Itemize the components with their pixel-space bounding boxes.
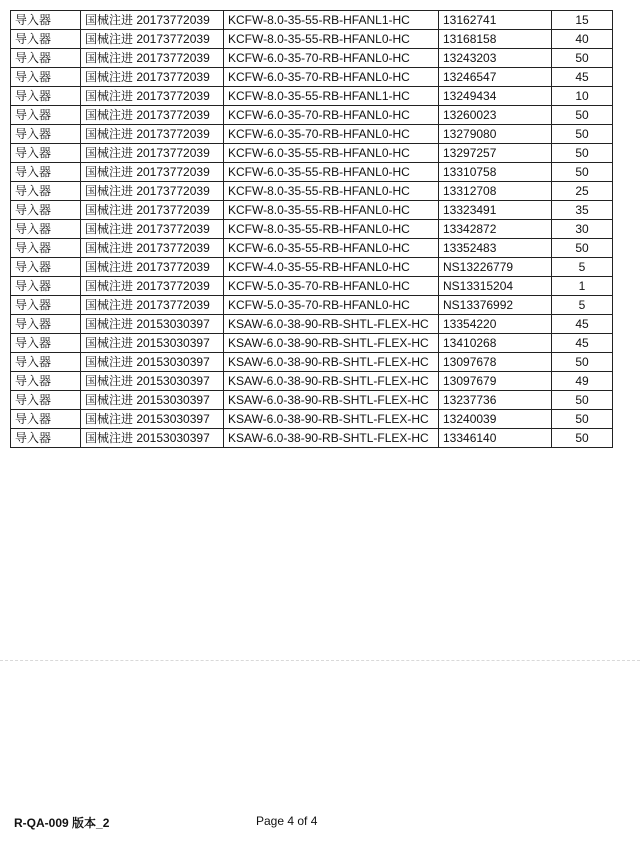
lot-number-cell: 13243203 bbox=[439, 49, 552, 68]
lot-number-cell: 13342872 bbox=[439, 220, 552, 239]
product-name-cell: 导入器 bbox=[11, 30, 81, 49]
table-row bbox=[11, 182, 613, 201]
table-row bbox=[11, 296, 613, 315]
registration-number-cell: 国械注进 20173772039 bbox=[81, 201, 224, 220]
model-number-cell: KCFW-6.0-35-70-RB-HFANL0-HC bbox=[224, 49, 439, 68]
quantity-cell: 50 bbox=[552, 49, 613, 68]
model-number-cell: KCFW-6.0-35-55-RB-HFANL0-HC bbox=[224, 239, 439, 258]
model-number-cell: KCFW-8.0-35-55-RB-HFANL1-HC bbox=[224, 11, 439, 30]
product-name-cell: 导入器 bbox=[11, 353, 81, 372]
model-number-cell: KCFW-8.0-35-55-RB-HFANL0-HC bbox=[224, 220, 439, 239]
product-name-cell: 导入器 bbox=[11, 315, 81, 334]
model-number-cell: KCFW-6.0-35-70-RB-HFANL0-HC bbox=[224, 68, 439, 87]
lot-number-cell: 13237736 bbox=[439, 391, 552, 410]
model-number-cell: KSAW-6.0-38-90-RB-SHTL-FLEX-HC bbox=[224, 429, 439, 448]
lot-number-cell: 13097679 bbox=[439, 372, 552, 391]
model-number-cell: KSAW-6.0-38-90-RB-SHTL-FLEX-HC bbox=[224, 353, 439, 372]
lot-number-cell: 13168158 bbox=[439, 30, 552, 49]
table-row bbox=[11, 87, 613, 106]
quantity-cell: 5 bbox=[552, 296, 613, 315]
quantity-cell: 1 bbox=[552, 277, 613, 296]
quantity-cell: 30 bbox=[552, 220, 613, 239]
registration-number-cell: 国械注进 20153030397 bbox=[81, 372, 224, 391]
table-row bbox=[11, 315, 613, 334]
model-number-cell: KCFW-5.0-35-70-RB-HFANL0-HC bbox=[224, 296, 439, 315]
lot-number-cell: 13352483 bbox=[439, 239, 552, 258]
model-number-cell: KSAW-6.0-38-90-RB-SHTL-FLEX-HC bbox=[224, 315, 439, 334]
lot-number-cell: 13410268 bbox=[439, 334, 552, 353]
registration-number-cell: 国械注进 20173772039 bbox=[81, 87, 224, 106]
product-name-cell: 导入器 bbox=[11, 49, 81, 68]
quantity-cell: 50 bbox=[552, 125, 613, 144]
document-code: R-QA-009 版本_2 bbox=[14, 816, 110, 830]
page-number: Page 4 of 4 bbox=[256, 814, 318, 828]
registration-number-cell: 国械注进 20153030397 bbox=[81, 315, 224, 334]
lot-number-cell: 13260023 bbox=[439, 106, 552, 125]
lot-number-cell: 13240039 bbox=[439, 410, 552, 429]
quantity-cell: 45 bbox=[552, 334, 613, 353]
model-number-cell: KCFW-4.0-35-55-RB-HFANL0-HC bbox=[224, 258, 439, 277]
table-row bbox=[11, 125, 613, 144]
model-number-cell: KCFW-5.0-35-70-RB-HFANL0-HC bbox=[224, 277, 439, 296]
lot-number-cell: 13310758 bbox=[439, 163, 552, 182]
registration-number-cell: 国械注进 20173772039 bbox=[81, 125, 224, 144]
model-number-cell: KCFW-6.0-35-55-RB-HFANL0-HC bbox=[224, 163, 439, 182]
product-table bbox=[10, 10, 613, 448]
registration-number-cell: 国械注进 20173772039 bbox=[81, 49, 224, 68]
product-name-cell: 导入器 bbox=[11, 391, 81, 410]
product-name-cell: 导入器 bbox=[11, 239, 81, 258]
quantity-cell: 50 bbox=[552, 353, 613, 372]
product-name-cell: 导入器 bbox=[11, 182, 81, 201]
table-row bbox=[11, 30, 613, 49]
lot-number-cell: 13162741 bbox=[439, 11, 552, 30]
lot-number-cell: NS13315204 bbox=[439, 277, 552, 296]
product-name-cell: 导入器 bbox=[11, 125, 81, 144]
quantity-cell: 45 bbox=[552, 68, 613, 87]
product-name-cell: 导入器 bbox=[11, 296, 81, 315]
lot-number-cell: 13354220 bbox=[439, 315, 552, 334]
registration-number-cell: 国械注进 20173772039 bbox=[81, 220, 224, 239]
product-name-cell: 导入器 bbox=[11, 220, 81, 239]
table-row bbox=[11, 429, 613, 448]
table-row bbox=[11, 353, 613, 372]
model-number-cell: KCFW-6.0-35-70-RB-HFANL0-HC bbox=[224, 125, 439, 144]
model-number-cell: KCFW-8.0-35-55-RB-HFANL0-HC bbox=[224, 201, 439, 220]
lot-number-cell: NS13226779 bbox=[439, 258, 552, 277]
registration-number-cell: 国械注进 20173772039 bbox=[81, 144, 224, 163]
registration-number-cell: 国械注进 20153030397 bbox=[81, 410, 224, 429]
table-row bbox=[11, 372, 613, 391]
registration-number-cell: 国械注进 20173772039 bbox=[81, 163, 224, 182]
table-row bbox=[11, 258, 613, 277]
product-name-cell: 导入器 bbox=[11, 429, 81, 448]
lot-number-cell: 13246547 bbox=[439, 68, 552, 87]
registration-number-cell: 国械注进 20173772039 bbox=[81, 277, 224, 296]
registration-number-cell: 国械注进 20173772039 bbox=[81, 11, 224, 30]
product-table-body bbox=[11, 11, 613, 448]
table-row bbox=[11, 201, 613, 220]
table-row bbox=[11, 11, 613, 30]
lot-number-cell: 13323491 bbox=[439, 201, 552, 220]
quantity-cell: 49 bbox=[552, 372, 613, 391]
registration-number-cell: 国械注进 20153030397 bbox=[81, 353, 224, 372]
model-number-cell: KCFW-6.0-35-55-RB-HFANL0-HC bbox=[224, 144, 439, 163]
table-row bbox=[11, 220, 613, 239]
product-name-cell: 导入器 bbox=[11, 87, 81, 106]
registration-number-cell: 国械注进 20153030397 bbox=[81, 334, 224, 353]
quantity-cell: 50 bbox=[552, 144, 613, 163]
lot-number-cell: 13346140 bbox=[439, 429, 552, 448]
quantity-cell: 50 bbox=[552, 163, 613, 182]
quantity-cell: 35 bbox=[552, 201, 613, 220]
table-row bbox=[11, 277, 613, 296]
scan-divider-line bbox=[0, 660, 640, 661]
product-name-cell: 导入器 bbox=[11, 144, 81, 163]
table-row bbox=[11, 68, 613, 87]
quantity-cell: 5 bbox=[552, 258, 613, 277]
quantity-cell: 40 bbox=[552, 30, 613, 49]
quantity-cell: 50 bbox=[552, 391, 613, 410]
registration-number-cell: 国械注进 20173772039 bbox=[81, 106, 224, 125]
lot-number-cell: 13312708 bbox=[439, 182, 552, 201]
lot-number-cell: NS13376992 bbox=[439, 296, 552, 315]
model-number-cell: KSAW-6.0-38-90-RB-SHTL-FLEX-HC bbox=[224, 372, 439, 391]
lot-number-cell: 13297257 bbox=[439, 144, 552, 163]
table-row bbox=[11, 239, 613, 258]
quantity-cell: 50 bbox=[552, 106, 613, 125]
registration-number-cell: 国械注进 20153030397 bbox=[81, 429, 224, 448]
product-name-cell: 导入器 bbox=[11, 201, 81, 220]
model-number-cell: KCFW-8.0-35-55-RB-HFANL0-HC bbox=[224, 182, 439, 201]
product-name-cell: 导入器 bbox=[11, 11, 81, 30]
table-row bbox=[11, 391, 613, 410]
table-row bbox=[11, 334, 613, 353]
quantity-cell: 50 bbox=[552, 410, 613, 429]
model-number-cell: KSAW-6.0-38-90-RB-SHTL-FLEX-HC bbox=[224, 334, 439, 353]
model-number-cell: KSAW-6.0-38-90-RB-SHTL-FLEX-HC bbox=[224, 391, 439, 410]
quantity-cell: 10 bbox=[552, 87, 613, 106]
product-name-cell: 导入器 bbox=[11, 372, 81, 391]
registration-number-cell: 国械注进 20173772039 bbox=[81, 239, 224, 258]
table-row bbox=[11, 410, 613, 429]
product-name-cell: 导入器 bbox=[11, 106, 81, 125]
table-row bbox=[11, 144, 613, 163]
model-number-cell: KSAW-6.0-38-90-RB-SHTL-FLEX-HC bbox=[224, 410, 439, 429]
registration-number-cell: 国械注进 20173772039 bbox=[81, 68, 224, 87]
quantity-cell: 50 bbox=[552, 429, 613, 448]
quantity-cell: 50 bbox=[552, 239, 613, 258]
quantity-cell: 45 bbox=[552, 315, 613, 334]
model-number-cell: KCFW-6.0-35-70-RB-HFANL0-HC bbox=[224, 106, 439, 125]
registration-number-cell: 国械注进 20173772039 bbox=[81, 296, 224, 315]
quantity-cell: 15 bbox=[552, 11, 613, 30]
lot-number-cell: 13097678 bbox=[439, 353, 552, 372]
product-name-cell: 导入器 bbox=[11, 334, 81, 353]
lot-number-cell: 13249434 bbox=[439, 87, 552, 106]
product-name-cell: 导入器 bbox=[11, 277, 81, 296]
table-row bbox=[11, 106, 613, 125]
product-name-cell: 导入器 bbox=[11, 68, 81, 87]
model-number-cell: KCFW-8.0-35-55-RB-HFANL1-HC bbox=[224, 87, 439, 106]
lot-number-cell: 13279080 bbox=[439, 125, 552, 144]
registration-number-cell: 国械注进 20153030397 bbox=[81, 391, 224, 410]
product-name-cell: 导入器 bbox=[11, 258, 81, 277]
table-row bbox=[11, 49, 613, 68]
table-row bbox=[11, 163, 613, 182]
quantity-cell: 25 bbox=[552, 182, 613, 201]
model-number-cell: KCFW-8.0-35-55-RB-HFANL0-HC bbox=[224, 30, 439, 49]
product-name-cell: 导入器 bbox=[11, 410, 81, 429]
product-name-cell: 导入器 bbox=[11, 163, 81, 182]
registration-number-cell: 国械注进 20173772039 bbox=[81, 182, 224, 201]
registration-number-cell: 国械注进 20173772039 bbox=[81, 258, 224, 277]
registration-number-cell: 国械注进 20173772039 bbox=[81, 30, 224, 49]
